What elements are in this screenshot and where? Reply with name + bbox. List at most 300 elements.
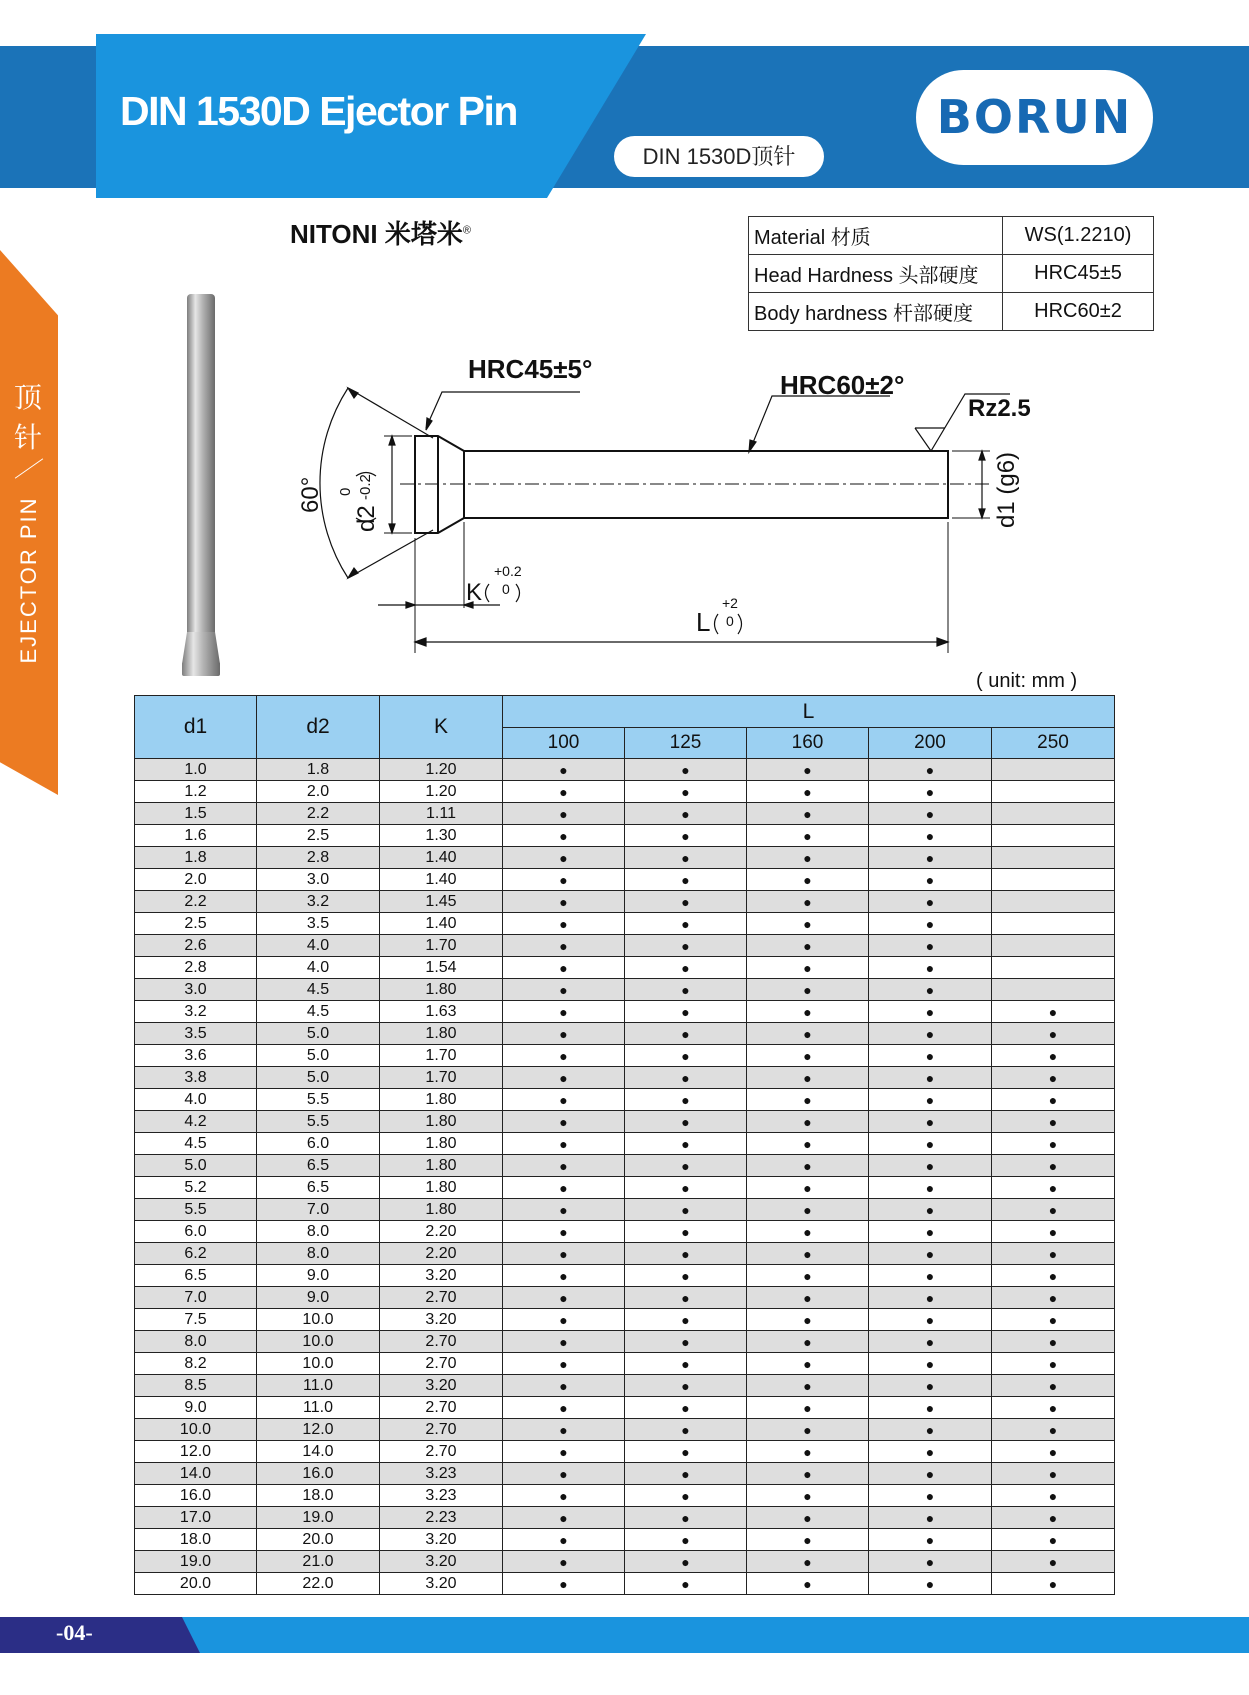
cell-available-200: ● bbox=[869, 1485, 992, 1507]
cell-available-160: ● bbox=[747, 1331, 869, 1353]
table-row bbox=[135, 1133, 1115, 1155]
cell-available-250 bbox=[992, 759, 1115, 781]
cell-available-160: ● bbox=[747, 1199, 869, 1221]
cell-available-160: ● bbox=[747, 1309, 869, 1331]
cell-d2: 4.5 bbox=[257, 979, 380, 1001]
cell-available-160: ● bbox=[747, 1023, 869, 1045]
cell-k: 1.70 bbox=[380, 1045, 503, 1067]
cell-d1: 6.2 bbox=[135, 1243, 257, 1265]
cell-d2: 10.0 bbox=[257, 1309, 380, 1331]
cell-k: 2.23 bbox=[380, 1507, 503, 1529]
cell-d2: 5.5 bbox=[257, 1089, 380, 1111]
table-row bbox=[135, 1023, 1115, 1045]
cell-available-200: ● bbox=[869, 1551, 992, 1573]
cell-available-125: ● bbox=[625, 1045, 747, 1067]
cell-available-200: ● bbox=[869, 891, 992, 913]
cell-available-200: ● bbox=[869, 979, 992, 1001]
cell-available-200: ● bbox=[869, 1265, 992, 1287]
cell-available-125: ● bbox=[625, 1155, 747, 1177]
table-row bbox=[135, 1199, 1115, 1221]
cell-d1: 20.0 bbox=[135, 1573, 257, 1595]
cell-available-125: ● bbox=[625, 1023, 747, 1045]
header-d1: d1 bbox=[135, 696, 257, 759]
cell-d1: 12.0 bbox=[135, 1441, 257, 1463]
cell-k: 3.20 bbox=[380, 1309, 503, 1331]
footer-page-block bbox=[0, 1617, 200, 1653]
cell-available-200: ● bbox=[869, 869, 992, 891]
cell-available-125: ● bbox=[625, 1419, 747, 1441]
cell-k: 1.80 bbox=[380, 1155, 503, 1177]
cell-available-250: ● bbox=[992, 1397, 1115, 1419]
cell-available-125: ● bbox=[625, 1199, 747, 1221]
cell-available-200: ● bbox=[869, 847, 992, 869]
material-table bbox=[748, 216, 1154, 331]
cell-k: 2.70 bbox=[380, 1419, 503, 1441]
cell-d1: 5.0 bbox=[135, 1155, 257, 1177]
cell-d2: 4.0 bbox=[257, 935, 380, 957]
table-row bbox=[135, 1177, 1115, 1199]
cell-available-250 bbox=[992, 979, 1115, 1001]
cell-available-250: ● bbox=[992, 1529, 1115, 1551]
cell-d1: 5.5 bbox=[135, 1199, 257, 1221]
material-row bbox=[749, 217, 1154, 255]
cell-available-100: ● bbox=[503, 1353, 625, 1375]
cell-available-250 bbox=[992, 913, 1115, 935]
cell-available-100: ● bbox=[503, 1551, 625, 1573]
cell-d1: 14.0 bbox=[135, 1463, 257, 1485]
body-hardness-callout: HRC60±2° bbox=[780, 370, 905, 400]
cell-available-200: ● bbox=[869, 1507, 992, 1529]
cell-available-200: ● bbox=[869, 1199, 992, 1221]
cell-available-125: ● bbox=[625, 825, 747, 847]
cell-d2: 9.0 bbox=[257, 1287, 380, 1309]
cell-available-160: ● bbox=[747, 957, 869, 979]
cell-k: 3.23 bbox=[380, 1463, 503, 1485]
cell-k: 2.20 bbox=[380, 1221, 503, 1243]
cell-available-250: ● bbox=[992, 1001, 1115, 1023]
cell-available-160: ● bbox=[747, 1089, 869, 1111]
d1-label: d1 (g6) bbox=[993, 451, 1020, 528]
cell-d1: 8.5 bbox=[135, 1375, 257, 1397]
cell-available-160: ● bbox=[747, 1573, 869, 1595]
cell-d1: 2.6 bbox=[135, 935, 257, 957]
cell-available-250 bbox=[992, 891, 1115, 913]
header-l: L bbox=[503, 696, 1115, 728]
cell-k: 2.70 bbox=[380, 1441, 503, 1463]
cell-available-100: ● bbox=[503, 979, 625, 1001]
table-row bbox=[135, 1529, 1115, 1551]
cell-available-200: ● bbox=[869, 803, 992, 825]
cell-available-250: ● bbox=[992, 1111, 1115, 1133]
k-tol-upper: +0.2 bbox=[494, 563, 522, 579]
cell-available-200: ● bbox=[869, 1023, 992, 1045]
cell-d2: 22.0 bbox=[257, 1573, 380, 1595]
ejector-pin-photo bbox=[182, 292, 220, 678]
cell-d2: 2.2 bbox=[257, 803, 380, 825]
cell-available-100: ● bbox=[503, 803, 625, 825]
cell-available-250: ● bbox=[992, 1023, 1115, 1045]
cell-available-200: ● bbox=[869, 1067, 992, 1089]
cell-d2: 10.0 bbox=[257, 1353, 380, 1375]
cell-available-125: ● bbox=[625, 759, 747, 781]
cell-available-200: ● bbox=[869, 1573, 992, 1595]
cell-available-250: ● bbox=[992, 1463, 1115, 1485]
cell-available-160: ● bbox=[747, 781, 869, 803]
cell-available-160: ● bbox=[747, 1067, 869, 1089]
l-tol-upper: +2 bbox=[722, 595, 738, 611]
cell-d1: 8.0 bbox=[135, 1331, 257, 1353]
l-tol-lower: 0 bbox=[726, 613, 734, 629]
cell-available-160: ● bbox=[747, 979, 869, 1001]
table-row bbox=[135, 847, 1115, 869]
cell-available-250 bbox=[992, 957, 1115, 979]
table-row bbox=[135, 1111, 1115, 1133]
cell-available-250: ● bbox=[992, 1155, 1115, 1177]
brand-text: NITONI 米塔米 bbox=[290, 219, 463, 249]
header-length-250: 250 bbox=[992, 728, 1115, 759]
cell-d2: 3.2 bbox=[257, 891, 380, 913]
side-tab-en: EJECTOR PIN bbox=[16, 496, 41, 664]
cell-available-125: ● bbox=[625, 979, 747, 1001]
cell-available-160: ● bbox=[747, 1507, 869, 1529]
cell-d1: 2.8 bbox=[135, 957, 257, 979]
cell-available-200: ● bbox=[869, 1441, 992, 1463]
table-row bbox=[135, 1485, 1115, 1507]
table-row bbox=[135, 1221, 1115, 1243]
cell-d2: 4.0 bbox=[257, 957, 380, 979]
cell-d1: 1.6 bbox=[135, 825, 257, 847]
cell-available-160: ● bbox=[747, 825, 869, 847]
cell-k: 1.80 bbox=[380, 979, 503, 1001]
cell-d1: 6.0 bbox=[135, 1221, 257, 1243]
cell-k: 1.45 bbox=[380, 891, 503, 913]
cell-d2: 6.0 bbox=[257, 1133, 380, 1155]
cell-available-160: ● bbox=[747, 847, 869, 869]
cell-available-100: ● bbox=[503, 1573, 625, 1595]
cell-d1: 18.0 bbox=[135, 1529, 257, 1551]
cell-available-100: ● bbox=[503, 1001, 625, 1023]
logo-text: BORUN bbox=[936, 90, 1133, 144]
table-row bbox=[135, 891, 1115, 913]
header-length-160: 160 bbox=[747, 728, 869, 759]
head-hardness-callout: HRC45±5° bbox=[468, 354, 593, 384]
cell-k: 1.20 bbox=[380, 759, 503, 781]
cell-available-160: ● bbox=[747, 1111, 869, 1133]
cell-available-100: ● bbox=[503, 935, 625, 957]
cell-available-125: ● bbox=[625, 1353, 747, 1375]
body-hardness-value: HRC60±2 bbox=[1003, 293, 1154, 331]
cell-d2: 9.0 bbox=[257, 1265, 380, 1287]
roughness-callout: Rz2.5 bbox=[968, 395, 1031, 422]
cell-available-200: ● bbox=[869, 935, 992, 957]
cell-available-250: ● bbox=[992, 1507, 1115, 1529]
cell-available-250: ● bbox=[992, 1243, 1115, 1265]
cell-k: 1.80 bbox=[380, 1111, 503, 1133]
cell-k: 1.40 bbox=[380, 869, 503, 891]
cell-k: 1.30 bbox=[380, 825, 503, 847]
cell-available-100: ● bbox=[503, 825, 625, 847]
cell-available-200: ● bbox=[869, 1463, 992, 1485]
cell-available-160: ● bbox=[747, 1243, 869, 1265]
cell-d1: 2.5 bbox=[135, 913, 257, 935]
material-label: Material 材质 bbox=[749, 217, 1003, 255]
table-row bbox=[135, 1287, 1115, 1309]
cell-d1: 5.2 bbox=[135, 1177, 257, 1199]
cell-available-125: ● bbox=[625, 1551, 747, 1573]
cell-available-250: ● bbox=[992, 1199, 1115, 1221]
cell-available-125: ● bbox=[625, 1529, 747, 1551]
cell-d1: 3.0 bbox=[135, 979, 257, 1001]
cell-d2: 6.5 bbox=[257, 1177, 380, 1199]
table-row bbox=[135, 1441, 1115, 1463]
cell-d1: 3.8 bbox=[135, 1067, 257, 1089]
d2-label: d2 bbox=[353, 505, 380, 532]
cell-available-125: ● bbox=[625, 1001, 747, 1023]
cell-d1: 19.0 bbox=[135, 1551, 257, 1573]
table-row bbox=[135, 825, 1115, 847]
cell-available-160: ● bbox=[747, 913, 869, 935]
side-tab-cn: 顶针 bbox=[13, 382, 42, 453]
cell-available-160: ● bbox=[747, 1045, 869, 1067]
table-row bbox=[135, 1573, 1115, 1595]
cell-available-250: ● bbox=[992, 1331, 1115, 1353]
table-row bbox=[135, 1507, 1115, 1529]
cell-available-250: ● bbox=[992, 1419, 1115, 1441]
cell-available-100: ● bbox=[503, 1441, 625, 1463]
material-value: WS(1.2210) bbox=[1003, 217, 1154, 255]
header-k: K bbox=[380, 696, 503, 759]
angle-label: 60° bbox=[297, 476, 324, 513]
cell-available-125: ● bbox=[625, 1441, 747, 1463]
cell-d2: 11.0 bbox=[257, 1397, 380, 1419]
cell-available-250 bbox=[992, 847, 1115, 869]
cell-d1: 3.2 bbox=[135, 1001, 257, 1023]
table-row bbox=[135, 781, 1115, 803]
cell-available-100: ● bbox=[503, 1265, 625, 1287]
cell-available-200: ● bbox=[869, 825, 992, 847]
cell-available-125: ● bbox=[625, 1089, 747, 1111]
cell-available-200: ● bbox=[869, 1155, 992, 1177]
header-d2: d2 bbox=[257, 696, 380, 759]
cell-available-125: ● bbox=[625, 803, 747, 825]
cell-d2: 3.0 bbox=[257, 869, 380, 891]
cell-available-250: ● bbox=[992, 1573, 1115, 1595]
cell-d2: 2.8 bbox=[257, 847, 380, 869]
cell-d2: 5.0 bbox=[257, 1045, 380, 1067]
cell-available-100: ● bbox=[503, 957, 625, 979]
d2-tol-lower: -0.2 bbox=[357, 474, 374, 500]
cell-available-125: ● bbox=[625, 1133, 747, 1155]
cell-available-100: ● bbox=[503, 1375, 625, 1397]
cell-k: 1.80 bbox=[380, 1133, 503, 1155]
cell-available-250 bbox=[992, 781, 1115, 803]
cell-d2: 20.0 bbox=[257, 1529, 380, 1551]
cell-available-160: ● bbox=[747, 1551, 869, 1573]
cell-available-125: ● bbox=[625, 1067, 747, 1089]
table-body bbox=[135, 759, 1115, 1595]
table-row bbox=[135, 1265, 1115, 1287]
cell-available-160: ● bbox=[747, 1221, 869, 1243]
cell-d1: 4.0 bbox=[135, 1089, 257, 1111]
cell-k: 1.40 bbox=[380, 847, 503, 869]
cell-available-100: ● bbox=[503, 1155, 625, 1177]
body-hardness-label: Body hardness 杆部硬度 bbox=[749, 293, 1003, 331]
cell-available-160: ● bbox=[747, 759, 869, 781]
cell-available-250: ● bbox=[992, 1133, 1115, 1155]
table-row bbox=[135, 1067, 1115, 1089]
cell-available-125: ● bbox=[625, 913, 747, 935]
unit-label: ( unit: mm ) bbox=[976, 670, 1078, 692]
head-hardness-row bbox=[749, 255, 1154, 293]
cell-available-160: ● bbox=[747, 1265, 869, 1287]
cell-available-200: ● bbox=[869, 1331, 992, 1353]
header-length-200: 200 bbox=[869, 728, 992, 759]
cell-available-125: ● bbox=[625, 1573, 747, 1595]
cell-d2: 5.0 bbox=[257, 1067, 380, 1089]
cell-k: 3.20 bbox=[380, 1265, 503, 1287]
cell-available-100: ● bbox=[503, 1199, 625, 1221]
cell-available-100: ● bbox=[503, 1463, 625, 1485]
table-row bbox=[135, 1089, 1115, 1111]
registered-mark: ® bbox=[462, 224, 471, 237]
cell-available-160: ● bbox=[747, 891, 869, 913]
cell-available-160: ● bbox=[747, 1463, 869, 1485]
cell-available-100: ● bbox=[503, 891, 625, 913]
cell-d1: 17.0 bbox=[135, 1507, 257, 1529]
cell-available-100: ● bbox=[503, 1177, 625, 1199]
cell-available-160: ● bbox=[747, 935, 869, 957]
cell-available-200: ● bbox=[869, 1045, 992, 1067]
cell-k: 3.20 bbox=[380, 1551, 503, 1573]
table-row bbox=[135, 1309, 1115, 1331]
table-row bbox=[135, 913, 1115, 935]
cell-available-160: ● bbox=[747, 1485, 869, 1507]
cell-k: 2.70 bbox=[380, 1331, 503, 1353]
cell-available-125: ● bbox=[625, 1243, 747, 1265]
table-row bbox=[135, 1155, 1115, 1177]
cell-available-100: ● bbox=[503, 1309, 625, 1331]
cell-available-125: ● bbox=[625, 869, 747, 891]
cell-available-160: ● bbox=[747, 1375, 869, 1397]
cell-available-100: ● bbox=[503, 1045, 625, 1067]
cell-available-100: ● bbox=[503, 1133, 625, 1155]
cell-available-250: ● bbox=[992, 1353, 1115, 1375]
cell-available-100: ● bbox=[503, 1221, 625, 1243]
cell-available-160: ● bbox=[747, 1441, 869, 1463]
cell-d1: 2.2 bbox=[135, 891, 257, 913]
cell-available-125: ● bbox=[625, 1221, 747, 1243]
cell-available-100: ● bbox=[503, 869, 625, 891]
cell-d1: 4.2 bbox=[135, 1111, 257, 1133]
cell-d1: 2.0 bbox=[135, 869, 257, 891]
cell-available-200: ● bbox=[869, 1089, 992, 1111]
table-row bbox=[135, 1045, 1115, 1067]
table-row bbox=[135, 1001, 1115, 1023]
cell-d1: 7.5 bbox=[135, 1309, 257, 1331]
cell-k: 3.23 bbox=[380, 1485, 503, 1507]
cell-d1: 16.0 bbox=[135, 1485, 257, 1507]
k-tol-lower: 0 bbox=[502, 581, 510, 597]
cell-k: 1.80 bbox=[380, 1089, 503, 1111]
cell-k: 1.70 bbox=[380, 1067, 503, 1089]
cell-k: 2.70 bbox=[380, 1287, 503, 1309]
cell-available-250 bbox=[992, 825, 1115, 847]
cell-available-160: ● bbox=[747, 1177, 869, 1199]
cell-available-250 bbox=[992, 869, 1115, 891]
cell-available-200: ● bbox=[869, 1287, 992, 1309]
table-row bbox=[135, 979, 1115, 1001]
cell-available-160: ● bbox=[747, 869, 869, 891]
cell-available-200: ● bbox=[869, 781, 992, 803]
borun-logo bbox=[916, 70, 1153, 165]
cell-d2: 8.0 bbox=[257, 1221, 380, 1243]
cell-d2: 16.0 bbox=[257, 1463, 380, 1485]
l-label: L bbox=[696, 607, 711, 637]
cell-available-200: ● bbox=[869, 759, 992, 781]
page-title: DIN 1530D Ejector Pin bbox=[120, 88, 517, 134]
cell-d1: 6.5 bbox=[135, 1265, 257, 1287]
cell-available-125: ● bbox=[625, 1331, 747, 1353]
page-number: -04- bbox=[56, 1620, 93, 1645]
cell-available-125: ● bbox=[625, 1111, 747, 1133]
cell-available-200: ● bbox=[869, 1419, 992, 1441]
cell-available-125: ● bbox=[625, 1375, 747, 1397]
cell-available-250 bbox=[992, 803, 1115, 825]
cell-available-160: ● bbox=[747, 1001, 869, 1023]
cell-available-160: ● bbox=[747, 803, 869, 825]
cell-available-250: ● bbox=[992, 1375, 1115, 1397]
cell-d2: 4.5 bbox=[257, 1001, 380, 1023]
cell-available-100: ● bbox=[503, 847, 625, 869]
cell-available-125: ● bbox=[625, 781, 747, 803]
cell-available-100: ● bbox=[503, 759, 625, 781]
cell-available-200: ● bbox=[869, 1243, 992, 1265]
cell-available-200: ● bbox=[869, 957, 992, 979]
table-row bbox=[135, 1551, 1115, 1573]
cell-available-200: ● bbox=[869, 1375, 992, 1397]
cell-d2: 6.5 bbox=[257, 1155, 380, 1177]
body-hardness-row bbox=[749, 293, 1154, 331]
table-row bbox=[135, 1375, 1115, 1397]
cell-k: 1.80 bbox=[380, 1177, 503, 1199]
k-label: K bbox=[466, 579, 483, 606]
cell-available-100: ● bbox=[503, 1419, 625, 1441]
cell-d1: 1.0 bbox=[135, 759, 257, 781]
cell-d1: 1.2 bbox=[135, 781, 257, 803]
cell-d1: 7.0 bbox=[135, 1287, 257, 1309]
table-row bbox=[135, 1397, 1115, 1419]
cell-d2: 8.0 bbox=[257, 1243, 380, 1265]
cell-k: 2.70 bbox=[380, 1353, 503, 1375]
cell-available-250: ● bbox=[992, 1265, 1115, 1287]
cell-available-125: ● bbox=[625, 1507, 747, 1529]
cell-available-200: ● bbox=[869, 1133, 992, 1155]
cell-available-125: ● bbox=[625, 1265, 747, 1287]
cell-available-125: ● bbox=[625, 1397, 747, 1419]
cell-k: 1.40 bbox=[380, 913, 503, 935]
cell-available-100: ● bbox=[503, 781, 625, 803]
head-hardness-value: HRC45±5 bbox=[1003, 255, 1154, 293]
cell-d1: 1.5 bbox=[135, 803, 257, 825]
header-length-125: 125 bbox=[625, 728, 747, 759]
cell-available-200: ● bbox=[869, 1221, 992, 1243]
cell-d2: 5.0 bbox=[257, 1023, 380, 1045]
cell-available-100: ● bbox=[503, 1089, 625, 1111]
cell-d2: 10.0 bbox=[257, 1331, 380, 1353]
cell-available-200: ● bbox=[869, 1309, 992, 1331]
cell-available-160: ● bbox=[747, 1155, 869, 1177]
header-length-100: 100 bbox=[503, 728, 625, 759]
